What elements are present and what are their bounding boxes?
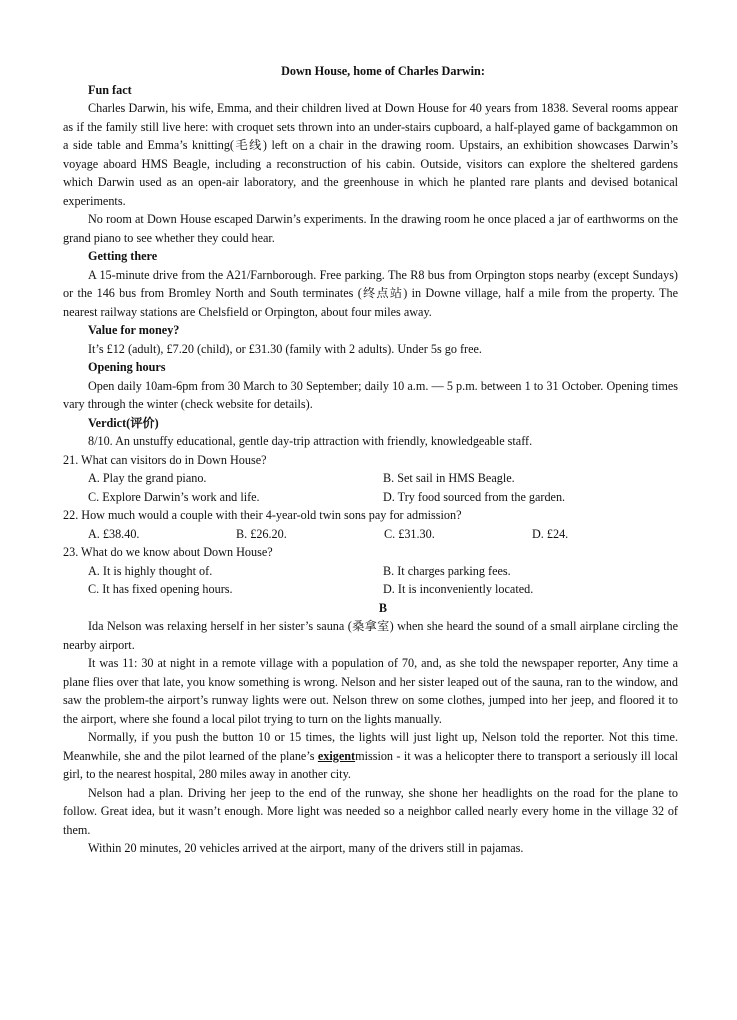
option-23-d: D. It is inconveniently located. bbox=[383, 582, 534, 596]
question-22: 22. How much would a couple with their 4-year-old twin sons pay for admission? bbox=[63, 508, 462, 522]
paragraph-b-1: Ida Nelson was relaxing herself in her sister’s sauna (桑拿室) when she heard the sound of a small airplane circling the nearby airport. bbox=[63, 619, 678, 652]
paragraph-fun-fact: Charles Darwin, his wife, Emma, and their children lived at Down House for 40 years from 1838. Several rooms appear as if the family still live here: with croquet sets thrown into an under-stairs cupboard, a half-played game of backgammon on a side table and Emma’s knitting(毛线) left on a chair in the drawing room. Upstairs, an exhibition showcases Darwin’s voyage aboard HMS Beagle, including a reconstruction of his cabin. Outside, visitors can explore the sheltered gardens which Darwin used as an open-air laboratory, and the greenhouse in which he planted rare plants and devised botanical experiments. bbox=[63, 101, 678, 208]
document-body bbox=[63, 62, 679, 858]
option-23-a: A. It is highly thought of. bbox=[88, 563, 213, 578]
heading-fun-fact: Fun fact bbox=[88, 82, 132, 97]
heading-opening-hours: Opening hours bbox=[88, 360, 166, 374]
paragraph-value: It’s £12 (adult), £7.20 (child), or £31.30 (family with 2 adults). Under 5s go free. bbox=[88, 341, 482, 356]
option-22-c: C. £31.30. bbox=[384, 526, 435, 541]
passage-title: Down House, home of Charles Darwin: bbox=[281, 64, 485, 78]
option-23-c: C. It has fixed opening hours. bbox=[88, 582, 233, 596]
options-23 bbox=[88, 562, 678, 599]
paragraph-getting-there: A 15-minute drive from the A21/Farnborough. Free parking. The R8 bus from Orpington stops nearby (except Sundays) or the 146 bus from Bromley North and South terminates (终点站) in Downe village, half a mile from the property. The nearest railway stations are Chelsfield or Orpington, about four miles away. bbox=[63, 267, 678, 319]
paragraph-b-4: Nelson had a plan. Driving her jeep to the end of the runway, she shone her headlights on the road for the plane to follow. Great idea, but it wasn’t enough. More light was needed so a neighbor called nearly every home in the village 32 of them. bbox=[63, 785, 678, 837]
heading-value: Value for money? bbox=[88, 323, 180, 337]
option-22-b: B. £26.20. bbox=[236, 526, 287, 541]
paragraph-b-2: It was 11: 30 at night in a remote village with a population of 70, and, as she told the newspaper reporter, Any time a plane flies over that late, you know something is wrong. Nelson and her sister leaped out of the sauna, ran to the window, and saw the problem-the airport’s runway lights were out. Nelson threw on some clothes, jumped into her jeep, and floored it to the airport, where she found a local pilot trying to turn on the lights manually. bbox=[63, 656, 678, 726]
question-23: 23. What do we know about Down House? bbox=[63, 545, 273, 559]
option-22-d: D. £24. bbox=[532, 526, 569, 541]
paragraph-experiments: No room at Down House escaped Darwin’s experiments. In the drawing room he once placed a jar of earthworms on the grand piano to see whether they could hear. bbox=[63, 212, 678, 245]
passage-b-label: B bbox=[378, 600, 388, 615]
options-21 bbox=[88, 469, 678, 506]
option-21-c: C. Explore Darwin’s work and life. bbox=[88, 489, 260, 504]
heading-verdict: Verdict(评价) bbox=[88, 415, 159, 430]
paragraph-b-3-end: mission - it was a helicopter there to transport a seriously ill local girl, to the nearest hospital, 280 miles away in another city. bbox=[63, 748, 679, 781]
paragraph-b-5: Within 20 minutes, 20 vehicles arrived at the airport, many of the drivers still in pajamas. bbox=[88, 841, 524, 855]
paragraph-verdict: 8/10. An unstuffy educational, gentle day-trip attraction with friendly, knowledgeable staff. bbox=[88, 434, 533, 448]
options-22 bbox=[88, 525, 678, 544]
paragraph-b-3 bbox=[63, 728, 678, 784]
underlined-word: exigent bbox=[317, 748, 356, 763]
option-21-d: D. Try food sourced from the garden. bbox=[383, 489, 566, 504]
option-23-b: B. It charges parking fees. bbox=[383, 563, 511, 578]
question-21: 21. What can visitors do in Down House? bbox=[63, 452, 267, 467]
heading-getting-there: Getting there bbox=[88, 249, 158, 263]
paragraph-opening-hours: Open daily 10am-6pm from 30 March to 30 September; daily 10 a.m. — 5 p.m. between 1 to 31 October. Opening times vary through the winter (check website for details). bbox=[63, 378, 678, 411]
option-21-b: B. Set sail in HMS Beagle. bbox=[383, 471, 515, 485]
option-21-a: A. Play the grand piano. bbox=[88, 471, 207, 485]
question-block bbox=[63, 451, 678, 599]
paragraph-b-3-start: Normally, if you push the button 10 or 15 times, the lights will just light up, Nelson told the reporter. Not this time. Meanwhile, she and the pilot learned of the plane’s bbox=[63, 730, 678, 763]
option-22-a: A. £38.40. bbox=[88, 526, 140, 541]
